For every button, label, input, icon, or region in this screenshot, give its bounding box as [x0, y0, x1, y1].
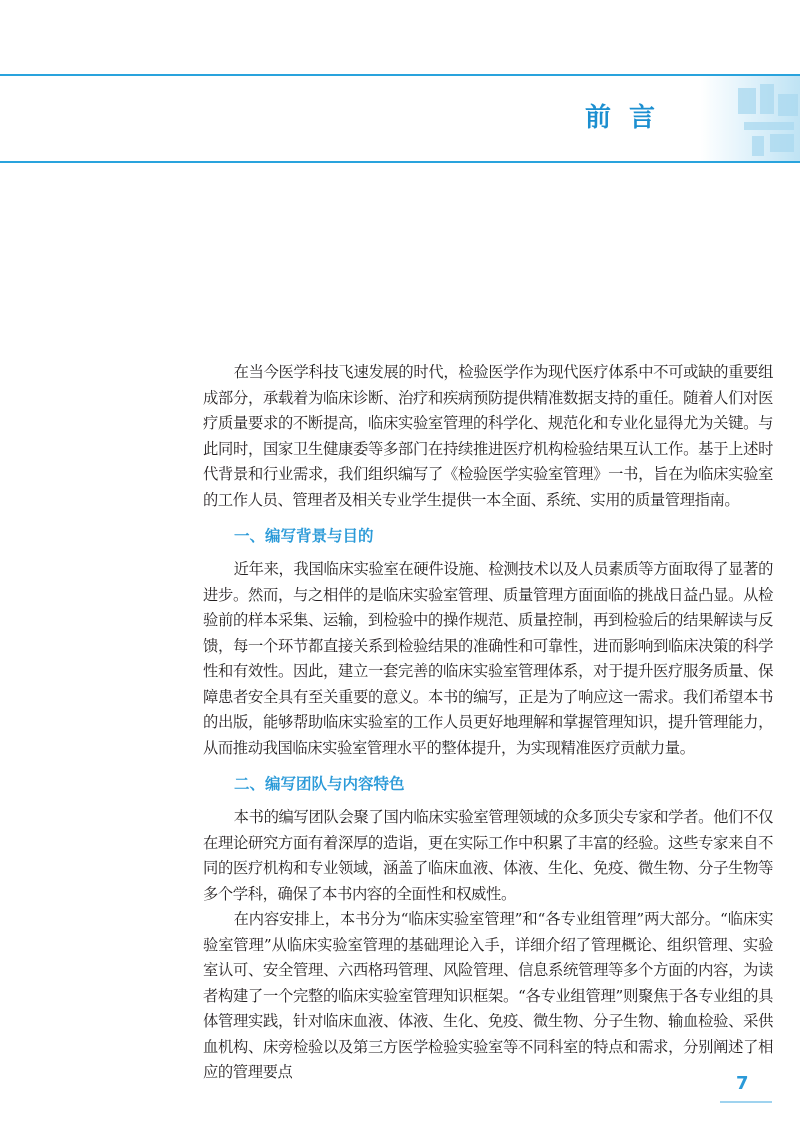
- section-paragraph: 在内容安排上，本书分为“临床实验室管理”和“各专业组管理”两大部分。“临床实验室管理”从临床实验室管理的基础理论入手，详细介绍了管理概论、组织管理、实验室认可、安全管理、六西格玛管理、风险管理、信息系统管理等多个方面的内容，为读者构建了一个完整的临床实验室管理知识框架。“各专业组管理”则聚焦于各专业组的具体管理实践，针对临床血液、体液、生化、免疫、微生物、分子生物、输血检验、采供血机构、床旁检验以及第三方医学检验实验室等不同科室的特点和需求，分别阐述了相应的管理要点: [203, 910, 773, 1081]
- section-heading-background: 一、编写背景与目的: [234, 527, 374, 545]
- main-content: [203, 360, 773, 1086]
- page-number-underline: [720, 1101, 772, 1103]
- section-heading-team: 二、编写团队与内容特色: [234, 775, 405, 793]
- header-bottom-rule: [0, 161, 800, 163]
- section-paragraph: 近年来，我国临床实验室在硬件设施、检测技术以及人员素质等方面取得了显著的进步。然而，与之相伴的是临床实验室管理、质量管理方面面临的挑战日益凸显。从检验前的样本采集、运输，到检验中的操作规范、质量控制，再到检验后的结果解读与反馈，每一个环节都直接关系到检验结果的准确性和可靠性，进而影响到临床决策的科学性和有效性。因此，建立一套完善的临床实验室管理体系，对于提升医疗服务质量、保障患者安全具有至关重要的意义。本书的编写，正是为了响应这一需求。我们希望本书的出版，能够帮助临床实验室的工作人员更好地理解和掌握管理知识，提升管理能力，从而推动我国临床实验室管理水平的整体提升，为实现精准医疗贡献力量。: [203, 560, 773, 757]
- header-top-rule: [0, 74, 800, 76]
- page-title: 前言: [585, 103, 674, 133]
- intro-paragraph: 在当今医学科技飞速发展的时代，检验医学作为现代医疗体系中不可或缺的重要组成部分，承载着为临床诊断、治疗和疾病预防提供精准数据支持的重任。随着人们对医疗质量要求的不断提高，临床实验室管理的科学化、规范化和专业化显得尤为关键。与此同时，国家卫生健康委等多部门在持续推进医疗机构检验结果互认工作。基于上述时代背景和行业需求，我们组织编写了《检验医学实验室管理》一书，旨在为临床实验室的工作人员、管理者及相关专业学生提供一本全面、系统、实用的质量管理指南。: [203, 363, 773, 509]
- header-decorative-image: [700, 76, 800, 161]
- page-number: 7: [736, 1073, 749, 1094]
- section-paragraph: 本书的编写团队会聚了国内临床实验室管理领域的众多顶尖专家和学者。他们不仅在理论研究方面有着深厚的造诣，更在实际工作中积累了丰富的经验。这些专家来自不同的医疗机构和专业领域，涵盖了临床血液、体液、生化、免疫、微生物、分子生物等多个学科，确保了本书内容的全面性和权威性。: [203, 808, 773, 903]
